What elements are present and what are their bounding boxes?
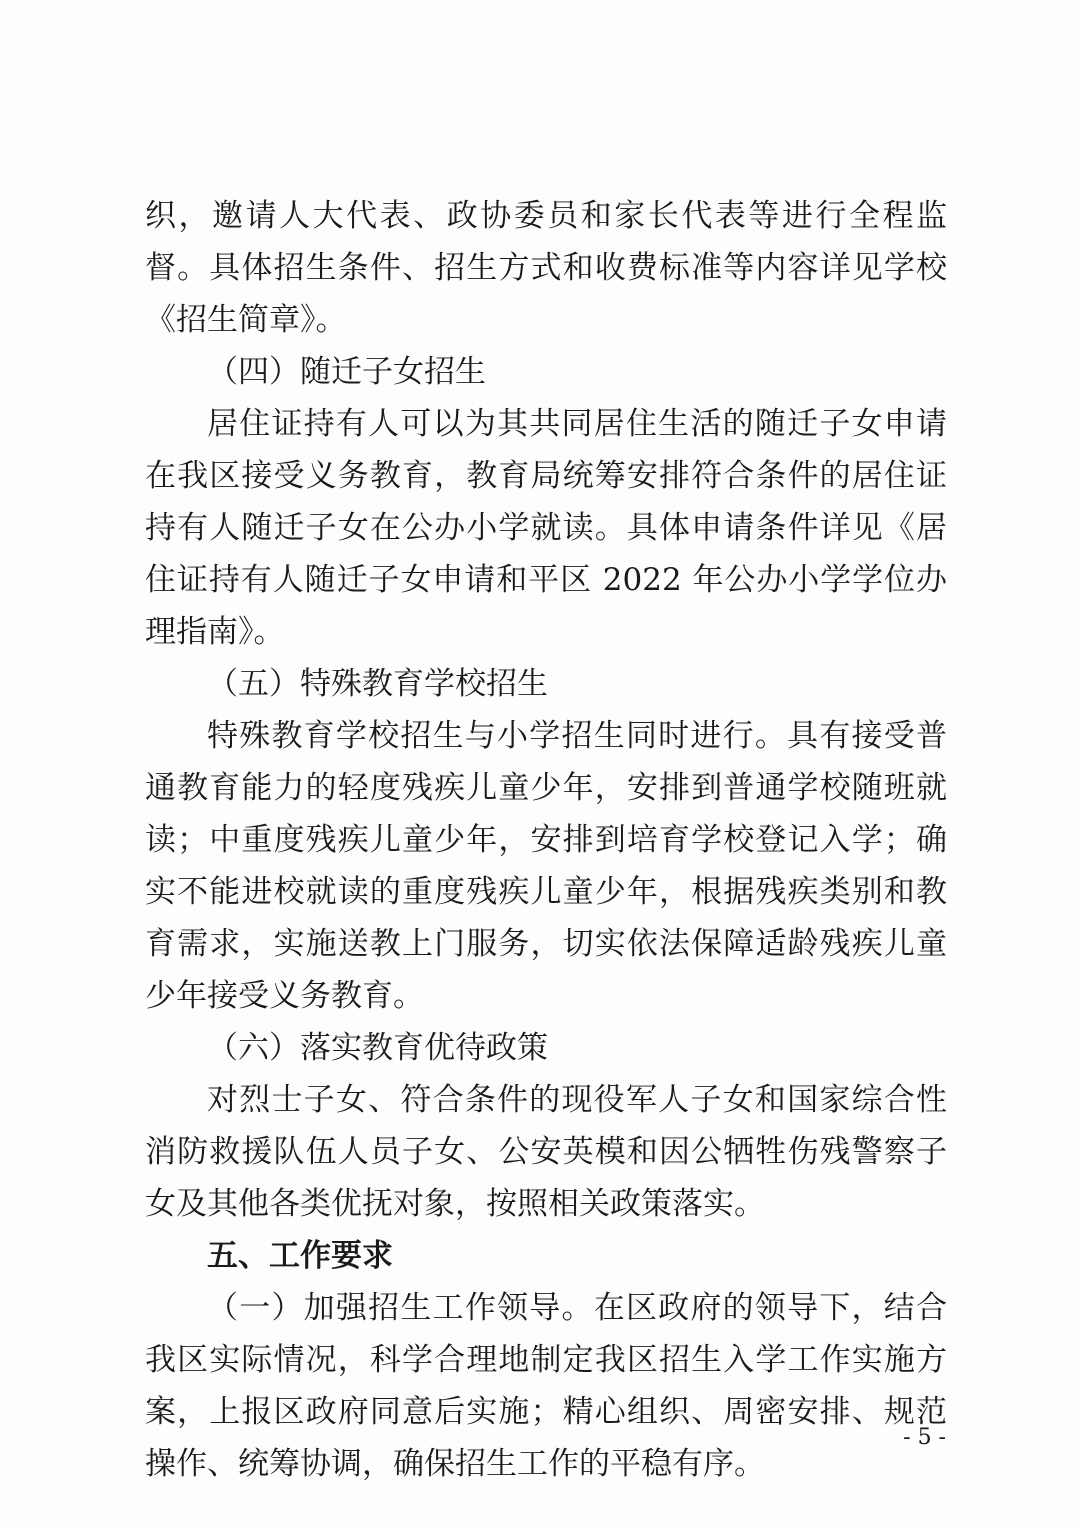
chapter-heading-work-requirements: 五、工作要求 — [207, 1238, 393, 1274]
section-heading-five: （五）特殊教育学校招生 — [207, 666, 548, 702]
section-heading-four: （四）随迁子女招生 — [207, 354, 486, 390]
paragraph-special-education: 特殊教育学校招生与小学招生同时进行。具有接受普通教育能力的轻度残疾儿童少年，安排到普通学校随班就读；中重度残疾儿童少年，安排到培育学校登记入学；确实不能进校就读的重度残疾儿童少年，根据残疾类别和教育需求，实施送教上门服务，切实依法保障适龄残疾儿童少年接受义务教育。 — [145, 718, 947, 1014]
page-number: - 5 - — [903, 1425, 946, 1450]
paragraph-migrant-children: 居住证持有人可以为其共同居住生活的随迁子女申请在我区接受义务教育，教育局统筹安排符合条件的居住证持有人随迁子女在公办小学就读。具体申请条件详见《居住证持有人随迁子女申请和平区 2022 年公办小学学位办理指南》。 — [145, 406, 947, 650]
section-heading-six: （六）落实教育优待政策 — [207, 1030, 548, 1066]
document-body — [145, 190, 947, 1490]
paragraph-preferential-policy: 对烈士子女、符合条件的现役军人子女和国家综合性消防救援队伍人员子女、公安英模和因公牺牲伤残警察子女及其他各类优抚对象，按照相关政策落实。 — [145, 1082, 947, 1222]
paragraph-continuation: 织，邀请人大代表、政协委员和家长代表等进行全程监督。具体招生条件、招生方式和收费标准等内容详见学校《招生简章》。 — [145, 198, 947, 338]
paragraph-strengthen-leadership: （一）加强招生工作领导。在区政府的领导下，结合我区实际情况，科学合理地制定我区招生入学工作实施方案，上报区政府同意后实施；精心组织、周密安排、规范操作、统筹协调，确保招生工作的平稳有序。 — [145, 1290, 947, 1482]
